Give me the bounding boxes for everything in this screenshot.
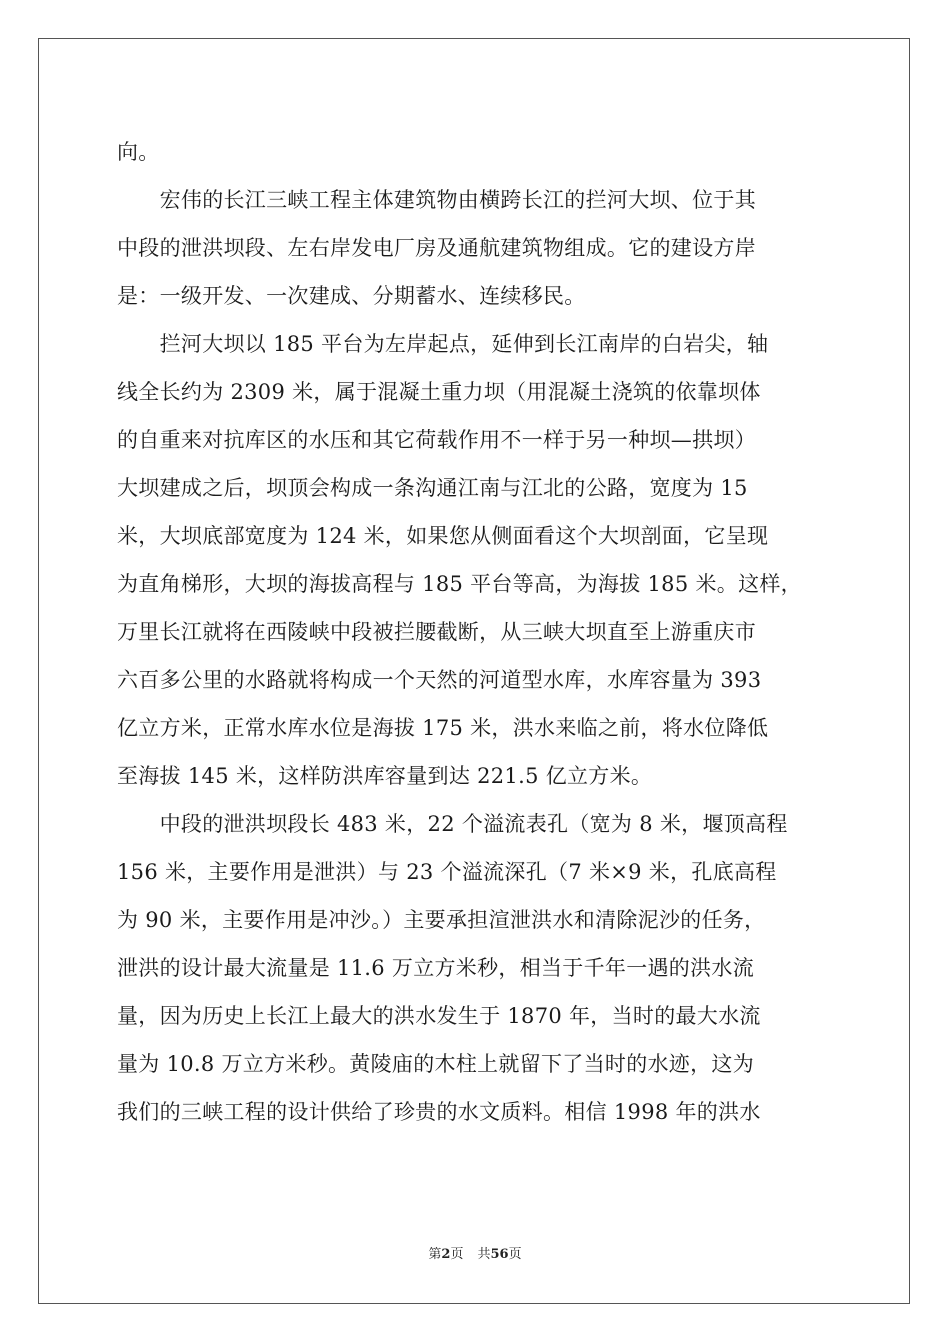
text-line: 亿立方米，正常水库水位是海拔 175 米，洪水来临之前，将水位降低 [117,716,769,740]
text-line: 线全长约为 2309 米，属于混凝土重力坝（用混凝土浇筑的依靠坝体 [117,380,761,404]
text-line: 向。 [117,140,160,164]
text-line: 156 米，主要作用是泄洪）与 23 个溢流深孔（7 米×9 米，孔底高程 [117,860,777,884]
page-footer [0,1243,950,1262]
document-body [117,128,835,1136]
text-line: 量为 10.8 万立方米秒。黄陵庙的木柱上就留下了当时的水迹，这为 [117,1052,755,1076]
text-line: 量，因为历史上长江上最大的洪水发生于 1870 年，当时的最大水流 [117,1004,761,1028]
total-suffix: 页 [508,1247,522,1262]
total-prefix: 共 [477,1247,491,1262]
text-line: 的自重来对抗库区的水压和其它荷载作用不一样于另一种坝—拱坝） [117,428,756,452]
text-line: 拦河大坝以 185 平台为左岸起点，延伸到长江南岸的白岩尖，轴 [117,332,769,356]
text-line: 六百多公里的水路就将构成一个天然的河道型水库，水库容量为 393 [117,668,762,692]
text-line: 米，大坝底部宽度为 124 米，如果您从侧面看这个大坝剖面，它呈现 [117,524,769,548]
page-suffix: 页 [450,1247,464,1262]
text-line: 宏伟的长江三峡工程主体建筑物由横跨长江的拦河大坝、位于其 [117,188,756,212]
page-number: 2 [441,1247,451,1262]
text-line: 万里长江就将在西陵峡中段被拦腰截断，从三峡大坝直至上游重庆市 [117,620,756,644]
text-line: 中段的泄洪坝段、左右岸发电厂房及通航建筑物组成。它的建设方岸 [117,236,756,260]
text-line: 泄洪的设计最大流量是 11.6 万立方米秒，相当于千年一遇的洪水流 [117,956,755,980]
text-line: 大坝建成之后，坝顶会构成一条沟通江南与江北的公路，宽度为 15 [117,476,748,500]
page-prefix: 第 [428,1247,442,1262]
text-line: 为直角梯形，大坝的海拔高程与 185 平台等高，为海拔 185 米。这样， [117,572,802,596]
text-line: 至海拔 145 米，这样防洪库容量到达 221.5 亿立方米。 [117,764,653,788]
text-line: 中段的泄洪坝段长 483 米，22 个溢流表孔（宽为 8 米，堰顶高程 [117,812,788,836]
text-line: 是：一级开发、一次建成、分期蓄水、连续移民。 [117,284,586,308]
text-line: 我们的三峡工程的设计供给了珍贵的水文质料。相信 1998 年的洪水 [117,1100,761,1124]
text-line: 为 90 米，主要作用是冲沙。）主要承担渲泄洪水和清除泥沙的任务， [117,908,766,932]
total-pages: 56 [490,1247,509,1262]
